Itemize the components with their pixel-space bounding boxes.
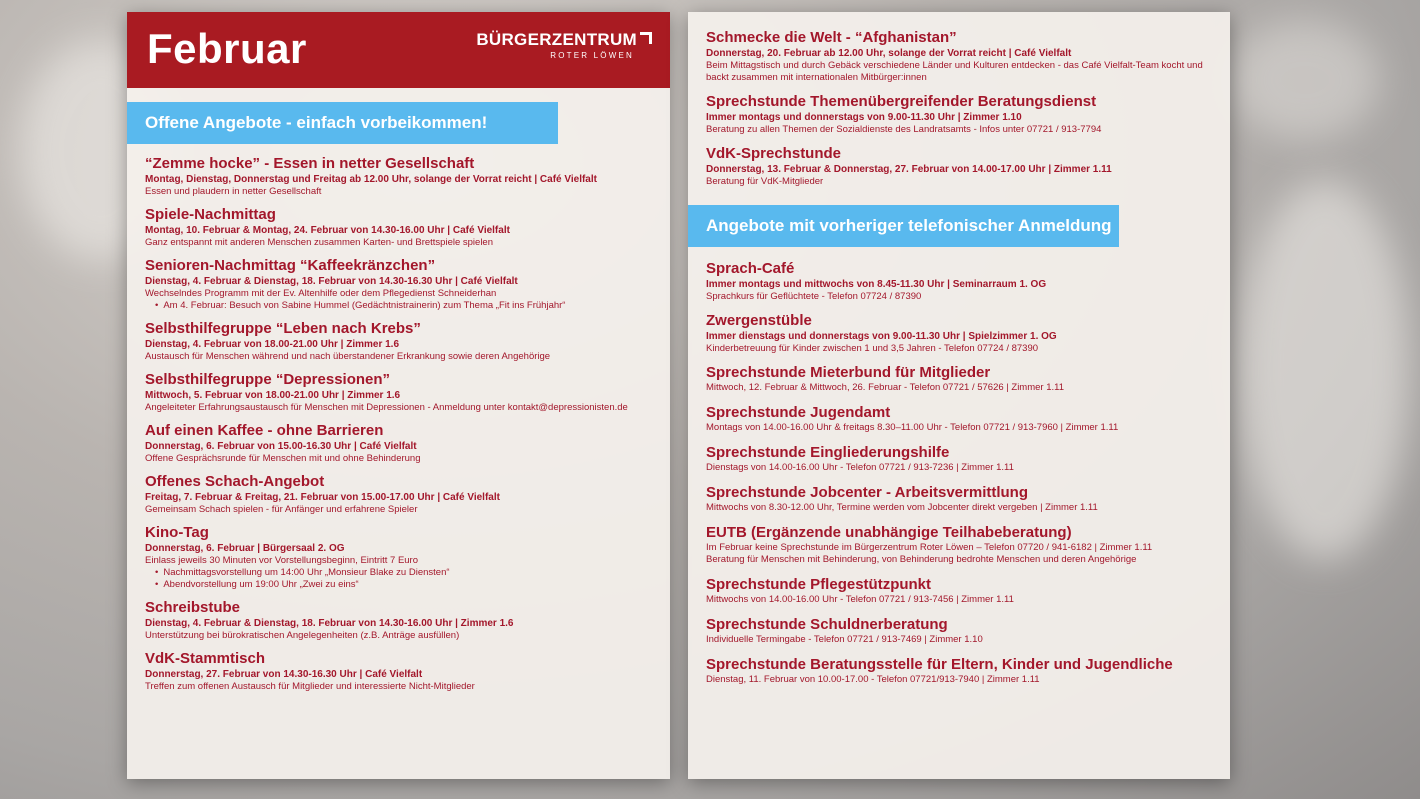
brand-name: BÜRGERZENTRUM: [476, 30, 637, 49]
event-description: Beratung zu allen Themen der Sozialdienste des Landratsamts - Infos unter 07721 / 913-7794: [706, 124, 1102, 135]
event-title: VdK-Sprechstunde: [706, 145, 842, 162]
event-title: Kino-Tag: [145, 524, 209, 541]
event-item: [688, 93, 1230, 136]
left-flyer-page: [127, 12, 670, 779]
event-title: Offenes Schach-Angebot: [145, 473, 325, 490]
month-title: Februar: [147, 25, 307, 72]
event-date: Dienstag, 4. Februar & Dienstag, 18. Februar von 14.30-16.00 Uhr | Zimmer 1.6: [145, 618, 514, 629]
event-description: Kinderbetreuung für Kinder zwischen 1 und 3,5 Jahren - Telefon 07724 / 87390: [706, 343, 1039, 354]
month-header: [127, 12, 670, 88]
event-date: Dienstag, 4. Februar & Dienstag, 18. Februar von 14.30-16.30 Uhr | Café Vielfalt: [145, 276, 518, 287]
event-description: Offene Gesprächsrunde für Menschen mit und ohne Behinderung: [145, 453, 421, 464]
event-date: Donnerstag, 27. Februar von 14.30-16.30 Uhr | Café Vielfalt: [145, 669, 423, 680]
event-item: [688, 484, 1230, 514]
event-description: Austausch für Menschen während und nach überstandener Erkrankung sowie deren Angehörige: [145, 351, 551, 362]
event-title: EUTB (Ergänzende unabhängige Teilhabeberatung): [706, 524, 1072, 541]
event-info: Dienstag, 11. Februar von 10.00-17.00 - Telefon 07721/913-7940 | Zimmer 1.11: [706, 674, 1040, 685]
event-date: Immer montags und mittwochs von 8.45-11.30 Uhr | Seminarraum 1. OG: [706, 279, 1047, 290]
event-item: [688, 576, 1230, 606]
event-bullet: • Am 4. Februar: Besuch von Sabine Hummel (Gedächtnistrainerin) zum Thema „Fit ins Frühjahr“: [145, 300, 662, 312]
event-title: Selbsthilfegruppe “Depressionen”: [145, 371, 391, 388]
event-item: [688, 656, 1230, 686]
open-offers-list: [127, 144, 670, 693]
event-title: Schmecke die Welt - “Afghanistan”: [706, 29, 957, 46]
event-info: Individuelle Termingabe - Telefon 07721 / 913-7469 | Zimmer 1.10: [706, 634, 983, 645]
registration-offers-list: [688, 247, 1230, 686]
event-item: [127, 155, 670, 198]
event-title: Sprechstunde Jobcenter - Arbeitsvermittlung: [706, 484, 1029, 501]
event-description: Treffen zum offenen Austausch für Mitglieder und interessierte Nicht-Mitglieder: [145, 681, 475, 692]
event-info: Dienstags von 14.00-16.00 Uhr - Telefon 07721 / 913-7236 | Zimmer 1.11: [706, 462, 1014, 473]
event-item: [127, 473, 670, 516]
event-description: Essen und plaudern in netter Gesellschaft: [145, 186, 322, 197]
section-heading-registration-offers: Angebote mit vorheriger telefonischer Anmeldung: [688, 205, 1119, 247]
event-item: [127, 257, 670, 312]
event-date: Freitag, 7. Februar & Freitag, 21. Februar von 15.00-17.00 Uhr | Café Vielfalt: [145, 492, 500, 503]
event-description: Gemeinsam Schach spielen - für Anfänger und erfahrene Spieler: [145, 504, 418, 515]
event-item: [688, 404, 1230, 434]
open-offers-continued: [688, 12, 1230, 188]
event-bullet: • Nachmittagsvorstellung um 14:00 Uhr „Monsieur Blake zu Diensten“: [145, 567, 662, 579]
event-item: [688, 364, 1230, 394]
lion-arrow-icon: [640, 32, 652, 44]
event-title: Auf einen Kaffee - ohne Barrieren: [145, 422, 384, 439]
event-title: Senioren-Nachmittag “Kaffeekränzchen”: [145, 257, 436, 274]
event-description: Sprachkurs für Geflüchtete - Telefon 07724 / 87390: [706, 291, 922, 302]
event-item: [127, 599, 670, 642]
event-bullet: • Abendvorstellung um 19:00 Uhr „Zwei zu eins“: [145, 579, 662, 591]
event-description: backt zusammen mit internationalen Mitbürger:innen: [706, 72, 927, 83]
event-info: Im Februar keine Sprechstunde im Bürgerzentrum Roter Löwen – Telefon 07720 / 941-6182 | Zimmer 1.11: [706, 542, 1153, 553]
event-date: Montag, Dienstag, Donnerstag und Freitag ab 12.00 Uhr, solange der Vorrat reicht | Café Vielfalt: [145, 174, 597, 185]
event-date: Montag, 10. Februar & Montag, 24. Februar von 14.30-16.00 Uhr | Café Vielfalt: [145, 225, 510, 236]
section-heading-open-offers: Offene Angebote - einfach vorbeikommen!: [127, 102, 558, 144]
right-flyer-page: [688, 12, 1230, 779]
event-item: [688, 312, 1230, 355]
event-description: Beim Mittagstisch und durch Gebäck verschiedene Länder und Kulturen entdecken - das Café Vielfalt-Team kocht und: [706, 60, 1203, 71]
event-title: Spiele-Nachmittag: [145, 206, 276, 223]
event-title: Zwergenstüble: [706, 312, 812, 329]
event-item: [127, 422, 670, 465]
event-description: Beratung für VdK-Mitglieder: [706, 176, 824, 187]
event-item: [127, 320, 670, 363]
event-description: Angeleiteter Erfahrungsaustausch für Menschen mit Depressionen - Anmeldung unter kontakt@depressionisten.de: [145, 402, 628, 413]
event-title: “Zemme hocke” - Essen in netter Gesellschaft: [145, 155, 475, 172]
event-title: Sprechstunde Jugendamt: [706, 404, 891, 421]
background-blur: [1230, 20, 1380, 140]
background-blur: [1240, 180, 1410, 560]
event-info: Mittwoch, 12. Februar & Mittwoch, 26. Februar - Telefon 07721 / 57626 | Zimmer 1.11: [706, 382, 1065, 393]
event-item: [688, 616, 1230, 646]
event-title: Sprechstunde Themenübergreifender Beratungsdienst: [706, 93, 1097, 110]
event-description: Wechselndes Programm mit der Ev. Altenhilfe oder dem Pflegedienst Schneiderhan: [145, 288, 497, 299]
event-date: Donnerstag, 20. Februar ab 12.00 Uhr, solange der Vorrat reicht | Café Vielfalt: [706, 48, 1072, 59]
event-title: Schreibstube: [145, 599, 241, 616]
event-item: [688, 444, 1230, 474]
event-description: Unterstützung bei bürokratischen Angelegenheiten (z.B. Anträge ausfüllen): [145, 630, 460, 641]
event-title: Selbsthilfegruppe “Leben nach Krebs”: [145, 320, 421, 337]
event-date: Mittwoch, 5. Februar von 18.00-21.00 Uhr | Zimmer 1.6: [145, 390, 401, 401]
event-date: Immer dienstags und donnerstags von 9.00-11.30 Uhr | Spielzimmer 1. OG: [706, 331, 1057, 342]
event-item: [688, 260, 1230, 303]
event-info: Beratung für Menschen mit Behinderung, von Behinderung bedrohte Menschen und deren Angehörige: [706, 554, 1137, 565]
event-item: [127, 206, 670, 249]
event-description: Einlass jeweils 30 Minuten vor Vorstellungsbeginn, Eintritt 7 Euro: [145, 555, 419, 566]
event-title: Sprechstunde Schuldnerberatung: [706, 616, 948, 633]
event-description: Ganz entspannt mit anderen Menschen zusammen Karten- und Brettspiele spielen: [145, 237, 494, 248]
event-info: Mittwochs von 14.00-16.00 Uhr - Telefon 07721 / 913-7456 | Zimmer 1.11: [706, 594, 1014, 605]
event-info: Mittwochs von 8.30-12.00 Uhr, Termine werden vom Jobcenter direkt vergeben | Zimmer 1.11: [706, 502, 1098, 513]
event-item: [688, 524, 1230, 566]
event-title: Sprach-Café: [706, 260, 795, 277]
event-item: [127, 650, 670, 693]
event-item: [127, 524, 670, 591]
event-title: Sprechstunde Mieterbund für Mitglieder: [706, 364, 991, 381]
event-info: Montags von 14.00-16.00 Uhr & freitags 8.30–11.00 Uhr - Telefon 07721 / 913-7960 | Zimmer 1.11: [706, 422, 1119, 433]
event-date: Donnerstag, 6. Februar | Bürgersaal 2. OG: [145, 543, 345, 554]
brand-subtitle: ROTER LÖWEN: [550, 51, 634, 60]
event-title: Sprechstunde Eingliederungshilfe: [706, 444, 950, 461]
event-date: Donnerstag, 13. Februar & Donnerstag, 27. Februar von 14.00-17.00 Uhr | Zimmer 1.11: [706, 164, 1112, 175]
event-title: Sprechstunde Pflegestützpunkt: [706, 576, 932, 593]
event-date: Donnerstag, 6. Februar von 15.00-16.30 Uhr | Café Vielfalt: [145, 441, 417, 452]
event-item: [688, 145, 1230, 188]
event-title: Sprechstunde Beratungsstelle für Eltern, Kinder und Jugendliche: [706, 656, 1173, 673]
event-date: Dienstag, 4. Februar von 18.00-21.00 Uhr | Zimmer 1.6: [145, 339, 400, 350]
event-date: Immer montags und donnerstags von 9.00-11.30 Uhr | Zimmer 1.10: [706, 112, 1022, 123]
event-item: [688, 29, 1230, 84]
event-title: VdK-Stammtisch: [145, 650, 266, 667]
event-item: [127, 371, 670, 414]
brand-logo: [476, 30, 652, 60]
